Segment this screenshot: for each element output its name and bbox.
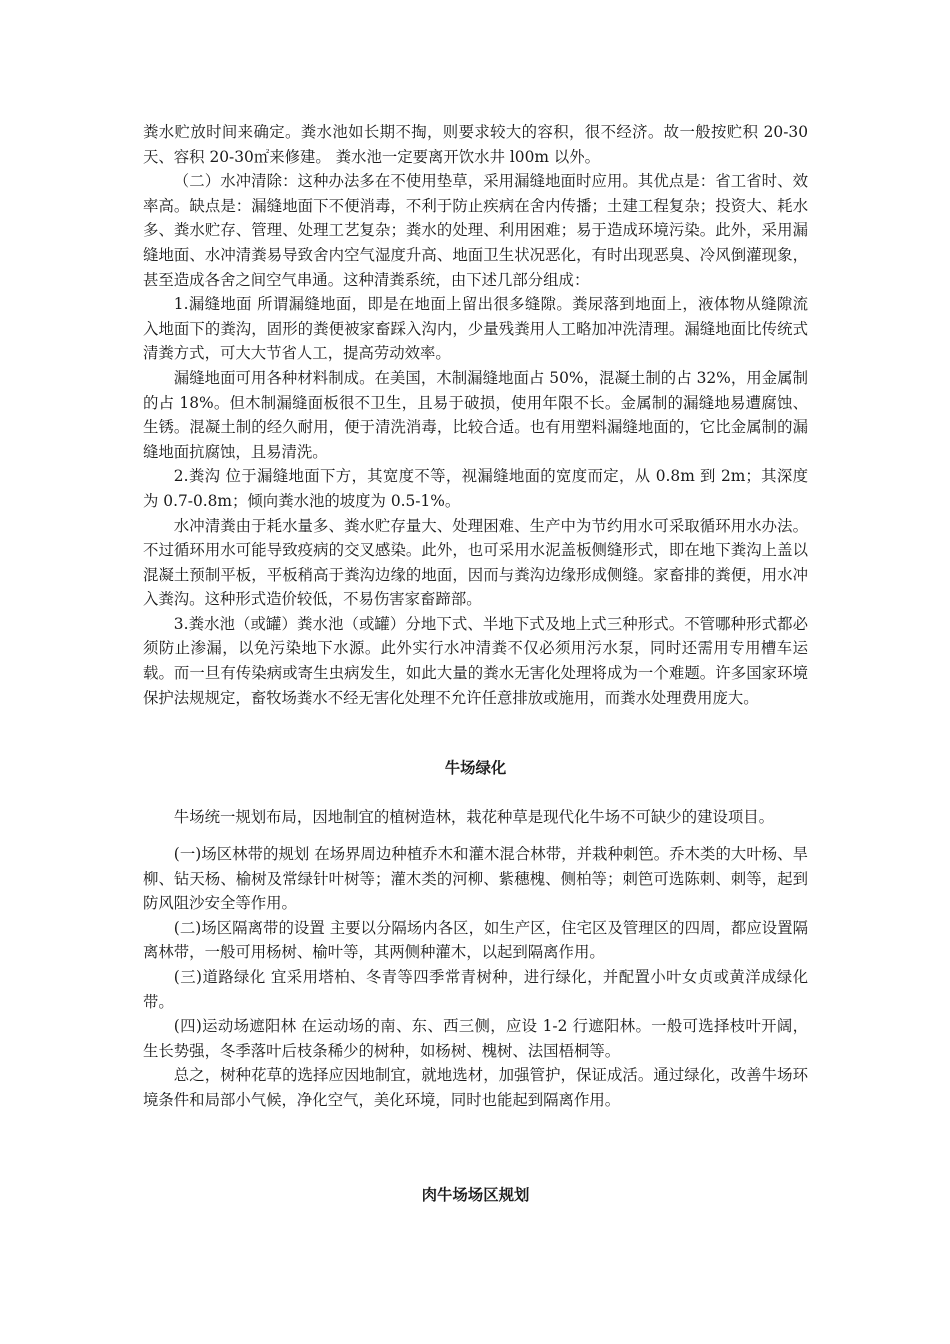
section-title-beef-farm-planning: 肉牛场场区规划 (421, 1186, 530, 1205)
paragraph-manure-channel: 2.粪沟 位于漏缝地面下方，其宽度不等，视漏缝地面的宽度而定，从 0.8m 到 2m；其深度为 0.7-0.8m；倾向粪水池的坡度为 0.5-1%。 (143, 467, 808, 510)
section-title-greening: 牛场绿化 (444, 759, 507, 778)
spacer (143, 1113, 808, 1159)
paragraph-manure-pit: 3.粪水池（或罐）粪水池（或罐）分地下式、半地下式及地上式三种形式。不管哪种形式都必须防止渗漏，以免污染地下水源。此外实行水冲清粪不仅必须用污水泵，同时还需用专用槽车运载。而一旦有传染病或寄生虫病发生，如此大量的粪水无害化处理将成为一个难题。许多国家环境保护法规规定，畜牧场粪水不经无害化处理不允许任意排放或施用，而粪水处理费用庞大。 (143, 614, 808, 707)
spacer (143, 781, 808, 806)
paragraph-shade-forest: (四)运动场遮阳林 在运动场的南、东、西三侧，应设 1-2 行遮阳林。一般可选择枝叶开阔，生长势强，冬季落叶后枝条稀少的树种，如杨树、槐树、法国梧桐等。 (143, 1017, 808, 1060)
paragraph-greening-intro: 牛场统一规划布局，因地制宜的植树造林，栽花种草是现代化牛场不可缺少的建设项目。 (173, 808, 775, 827)
paragraph-manure-storage: 粪水贮放时间来确定。粪水池如长期不掏，则要求较大的容积，很不经济。故一般按贮积 20-30 天、容积 20-30㎡来修建。 粪水池一定要离开饮水井 l00m 以外。 (143, 123, 808, 166)
spacer (143, 1159, 808, 1184)
document-page (143, 120, 808, 1208)
paragraph-water-flush: （二）水冲清除：这种办法多在不使用垫草，采用漏缝地面时应用。其优点是：省工省时、效率高。缺点是：漏缝地面下不便消毒，不利于防止疾病在舍内传播；土建工程复杂；投资大、耗水多、粪水贮存、管理、处理工艺复杂；粪水的处理、利用困难；易于造成环境污染。此外，采用漏缝地面、水冲清粪易导致舍内空气湿度升高、地面卫生状况恶化，有时出现恶臭、冷风倒灌现象，甚至造成各舍之间空气串通。这种清粪系统，由下述几部分组成： (143, 172, 808, 289)
paragraph-forest-belt: (一)场区林带的规划 在场界周边种植乔木和灌木混合林带，并栽种刺笆。乔木类的大叶杨、旱柳、钻天杨、榆树及常绿针叶树等；灌木类的河柳、紫穗槐、侧柏等；刺笆可选陈刺、刺等，起到防风阻沙安全等作用。 (143, 845, 808, 913)
spacer (143, 830, 808, 842)
spacer (143, 710, 808, 756)
paragraph-isolation-belt: (二)场区隔离带的设置 主要以分隔场内各区，如生产区，住宅区及管理区的四周，都应设置隔离林带，一般可用杨树、榆叶等，其两侧种灌木，以起到隔离作用。 (143, 918, 808, 962)
paragraph-greening-summary: 总之，树种花草的选择应因地制宜，就地选材，加强管护，保证成活。通过绿化，改善牛场环境条件和局部小气候，净化空气，美化环境，同时也能起到隔离作用。 (143, 1066, 808, 1109)
paragraph-slatted-materials: 漏缝地面可用各种材料制成。在美国，木制漏缝地面占 50%，混凝土制的占 32%，用金属制的占 18%。但木制漏缝面板很不卫生，且易于破损，使用年限不长。金属制的漏缝地易遭腐蚀、生锈。混凝土制的经久耐用，便于清洗消毒，比较合适。也有用塑料漏缝地面的，它比金属制的漏缝地面抗腐蚀，且易清洗。 (143, 368, 808, 461)
paragraph-road-greening: (三)道路绿化 宜采用塔柏、冬青等四季常青树种，进行绿化，并配置小叶女贞或黄洋成绿化带。 (143, 968, 808, 1011)
paragraph-water-recycle: 水冲清粪由于耗水量多、粪水贮存量大、处理困难、生产中为节约用水可采取循环用水办法。不过循环用水可能导致疫病的交叉感染。此外，也可采用水泥盖板侧缝形式，即在地下粪沟上盖以混凝土预制平板，平板稍高于粪沟边缘的地面，因而与粪沟边缘形成侧缝。家畜排的粪便，用水冲入粪沟。这种形式造价较低，不易伤害家畜蹄部。 (143, 516, 808, 609)
paragraph-slatted-floor: 1.漏缝地面 所谓漏缝地面，即是在地面上留出很多缝隙。粪尿落到地面上，液体物从缝隙流入地面下的粪沟，固形的粪便被家畜踩入沟内，少量残粪用人工略加冲洗清理。漏缝地面比传统式清粪方式，可大大节省人工，提高劳动效率。 (143, 295, 808, 363)
